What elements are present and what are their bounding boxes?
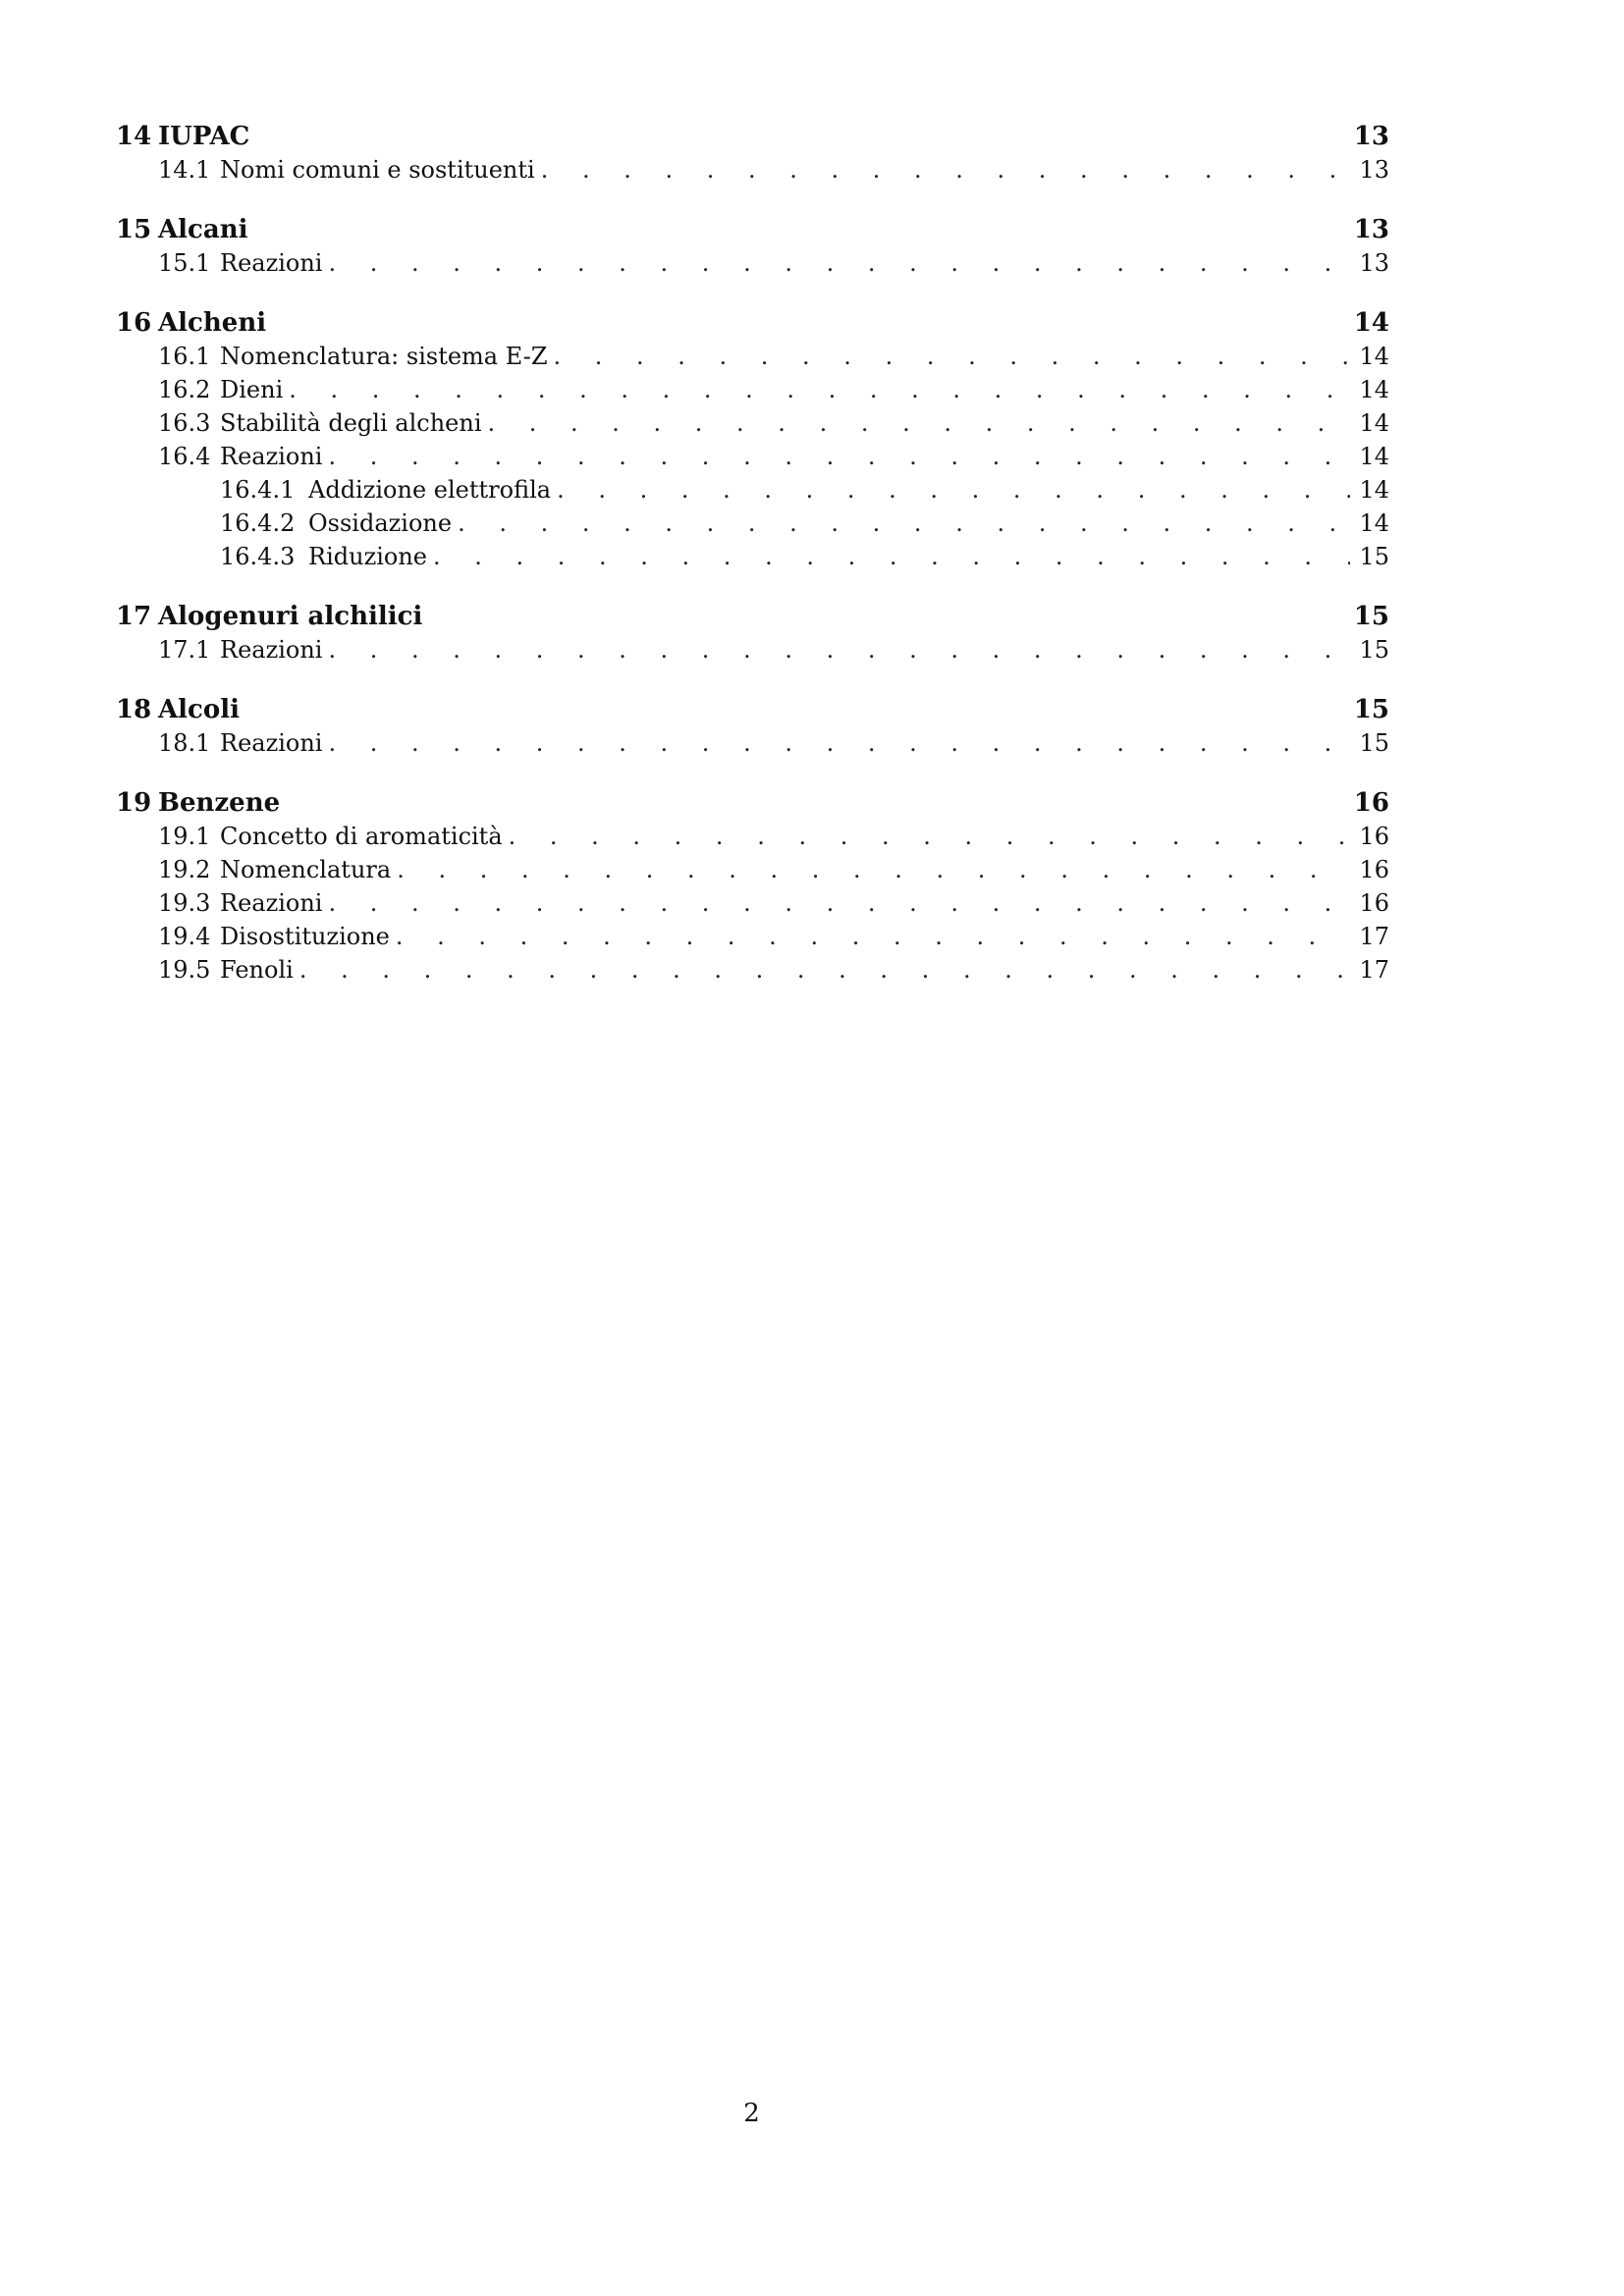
chapter-page-number: 15 [1353,602,1389,631]
chapter-number: 18 [116,695,152,724]
chapter-block [116,786,1389,987]
chapter-title: Alcoli [158,695,240,724]
section-entry[interactable] [116,246,1389,280]
section-number: 17.1 [158,636,211,664]
section-entry[interactable] [116,633,1389,667]
subsection-entry[interactable] [116,507,1389,540]
chapter-entry[interactable] [116,306,1389,340]
section-number: 19.5 [158,956,211,984]
subsection-entry[interactable] [116,473,1389,507]
subsection-title: Ossidazione [308,509,453,537]
chapter-entry[interactable] [116,120,1389,153]
section-title: Dieni [220,376,284,403]
section-entry[interactable] [116,920,1389,953]
section-page-number: 16 [1359,823,1389,850]
subsection-page-number: 14 [1359,476,1389,504]
page-number: 2 [743,2099,760,2128]
section-page-number: 15 [1359,729,1389,757]
dot-leader [557,473,1350,507]
section-title: Reazioni [220,636,323,664]
section-entry[interactable] [116,406,1389,440]
dot-leader [396,920,1350,953]
dot-leader [433,540,1350,573]
section-number: 15.1 [158,249,211,277]
dot-leader [554,340,1351,373]
section-number: 16.2 [158,376,211,403]
chapter-block [116,693,1389,760]
section-entry[interactable] [116,440,1389,473]
dot-leader [458,507,1350,540]
chapter-block [116,306,1389,573]
chapter-block [116,600,1389,667]
section-title: Disostituzione [220,923,390,950]
section-title: Nomenclatura: sistema E-Z [220,343,548,370]
section-page-number: 17 [1359,956,1389,984]
section-entry[interactable] [116,953,1389,987]
section-page-number: 17 [1359,923,1389,950]
subsection-title: Riduzione [308,543,427,570]
section-number: 16.1 [158,343,211,370]
chapter-entry[interactable] [116,213,1389,246]
subsection-number: 16.4.3 [220,543,296,570]
chapter-title: Alcani [158,215,248,244]
section-page-number: 14 [1359,409,1389,437]
dot-leader [328,726,1350,760]
chapter-number: 19 [116,788,152,818]
section-number: 19.2 [158,856,211,883]
section-title: Reazioni [220,443,323,470]
section-number: 19.4 [158,923,211,950]
chapter-title: Benzene [158,788,281,818]
chapter-page-number: 13 [1353,122,1389,151]
section-entry[interactable] [116,340,1389,373]
dot-leader [488,406,1351,440]
chapter-entry[interactable] [116,693,1389,726]
chapter-number: 14 [116,122,152,151]
section-entry[interactable] [116,886,1389,920]
dot-leader [328,246,1350,280]
chapter-entry[interactable] [116,786,1389,820]
chapter-block [116,213,1389,280]
subsection-number: 16.4.1 [220,476,296,504]
dot-leader [328,886,1350,920]
dot-leader [328,633,1350,667]
subsection-entry[interactable] [116,540,1389,573]
section-title: Reazioni [220,729,323,757]
section-title: Reazioni [220,889,323,917]
section-page-number: 16 [1359,889,1389,917]
subsection-title: Addizione elettrofila [308,476,552,504]
section-entry[interactable] [116,153,1389,187]
section-page-number: 14 [1359,343,1389,370]
chapter-page-number: 15 [1353,695,1389,724]
section-number: 18.1 [158,729,211,757]
section-entry[interactable] [116,853,1389,886]
chapter-title: Alcheni [158,308,267,338]
chapter-entry[interactable] [116,600,1389,633]
subsection-page-number: 15 [1359,543,1389,570]
section-page-number: 13 [1359,156,1389,184]
chapter-number: 15 [116,215,152,244]
section-title: Nomenclatura [220,856,392,883]
dot-leader [541,153,1350,187]
subsection-page-number: 14 [1359,509,1389,537]
chapter-number: 17 [116,602,152,631]
section-title: Stabilità degli alcheni [220,409,482,437]
section-title: Concetto di aromaticità [220,823,503,850]
chapter-page-number: 13 [1353,215,1389,244]
section-number: 19.1 [158,823,211,850]
section-page-number: 13 [1359,249,1389,277]
section-entry[interactable] [116,726,1389,760]
chapter-title: IUPAC [158,122,250,151]
subsection-number: 16.4.2 [220,509,296,537]
dot-leader [397,853,1350,886]
chapter-number: 16 [116,308,152,338]
dot-leader [509,820,1350,853]
table-of-contents [116,120,1389,1013]
section-number: 16.4 [158,443,211,470]
section-entry[interactable] [116,820,1389,853]
section-number: 14.1 [158,156,211,184]
section-number: 19.3 [158,889,211,917]
section-page-number: 15 [1359,636,1389,664]
section-page-number: 14 [1359,443,1389,470]
chapter-page-number: 14 [1353,308,1389,338]
section-page-number: 14 [1359,376,1389,403]
chapter-title: Alogenuri alchilici [158,602,423,631]
dot-leader [328,440,1350,473]
section-title: Fenoli [220,956,294,984]
chapter-block [116,120,1389,187]
section-title: Reazioni [220,249,323,277]
dot-leader [299,953,1350,987]
section-number: 16.3 [158,409,211,437]
section-entry[interactable] [116,373,1389,406]
chapter-page-number: 16 [1353,788,1389,818]
section-title: Nomi comuni e sostituenti [220,156,535,184]
dot-leader [289,373,1350,406]
section-page-number: 16 [1359,856,1389,883]
